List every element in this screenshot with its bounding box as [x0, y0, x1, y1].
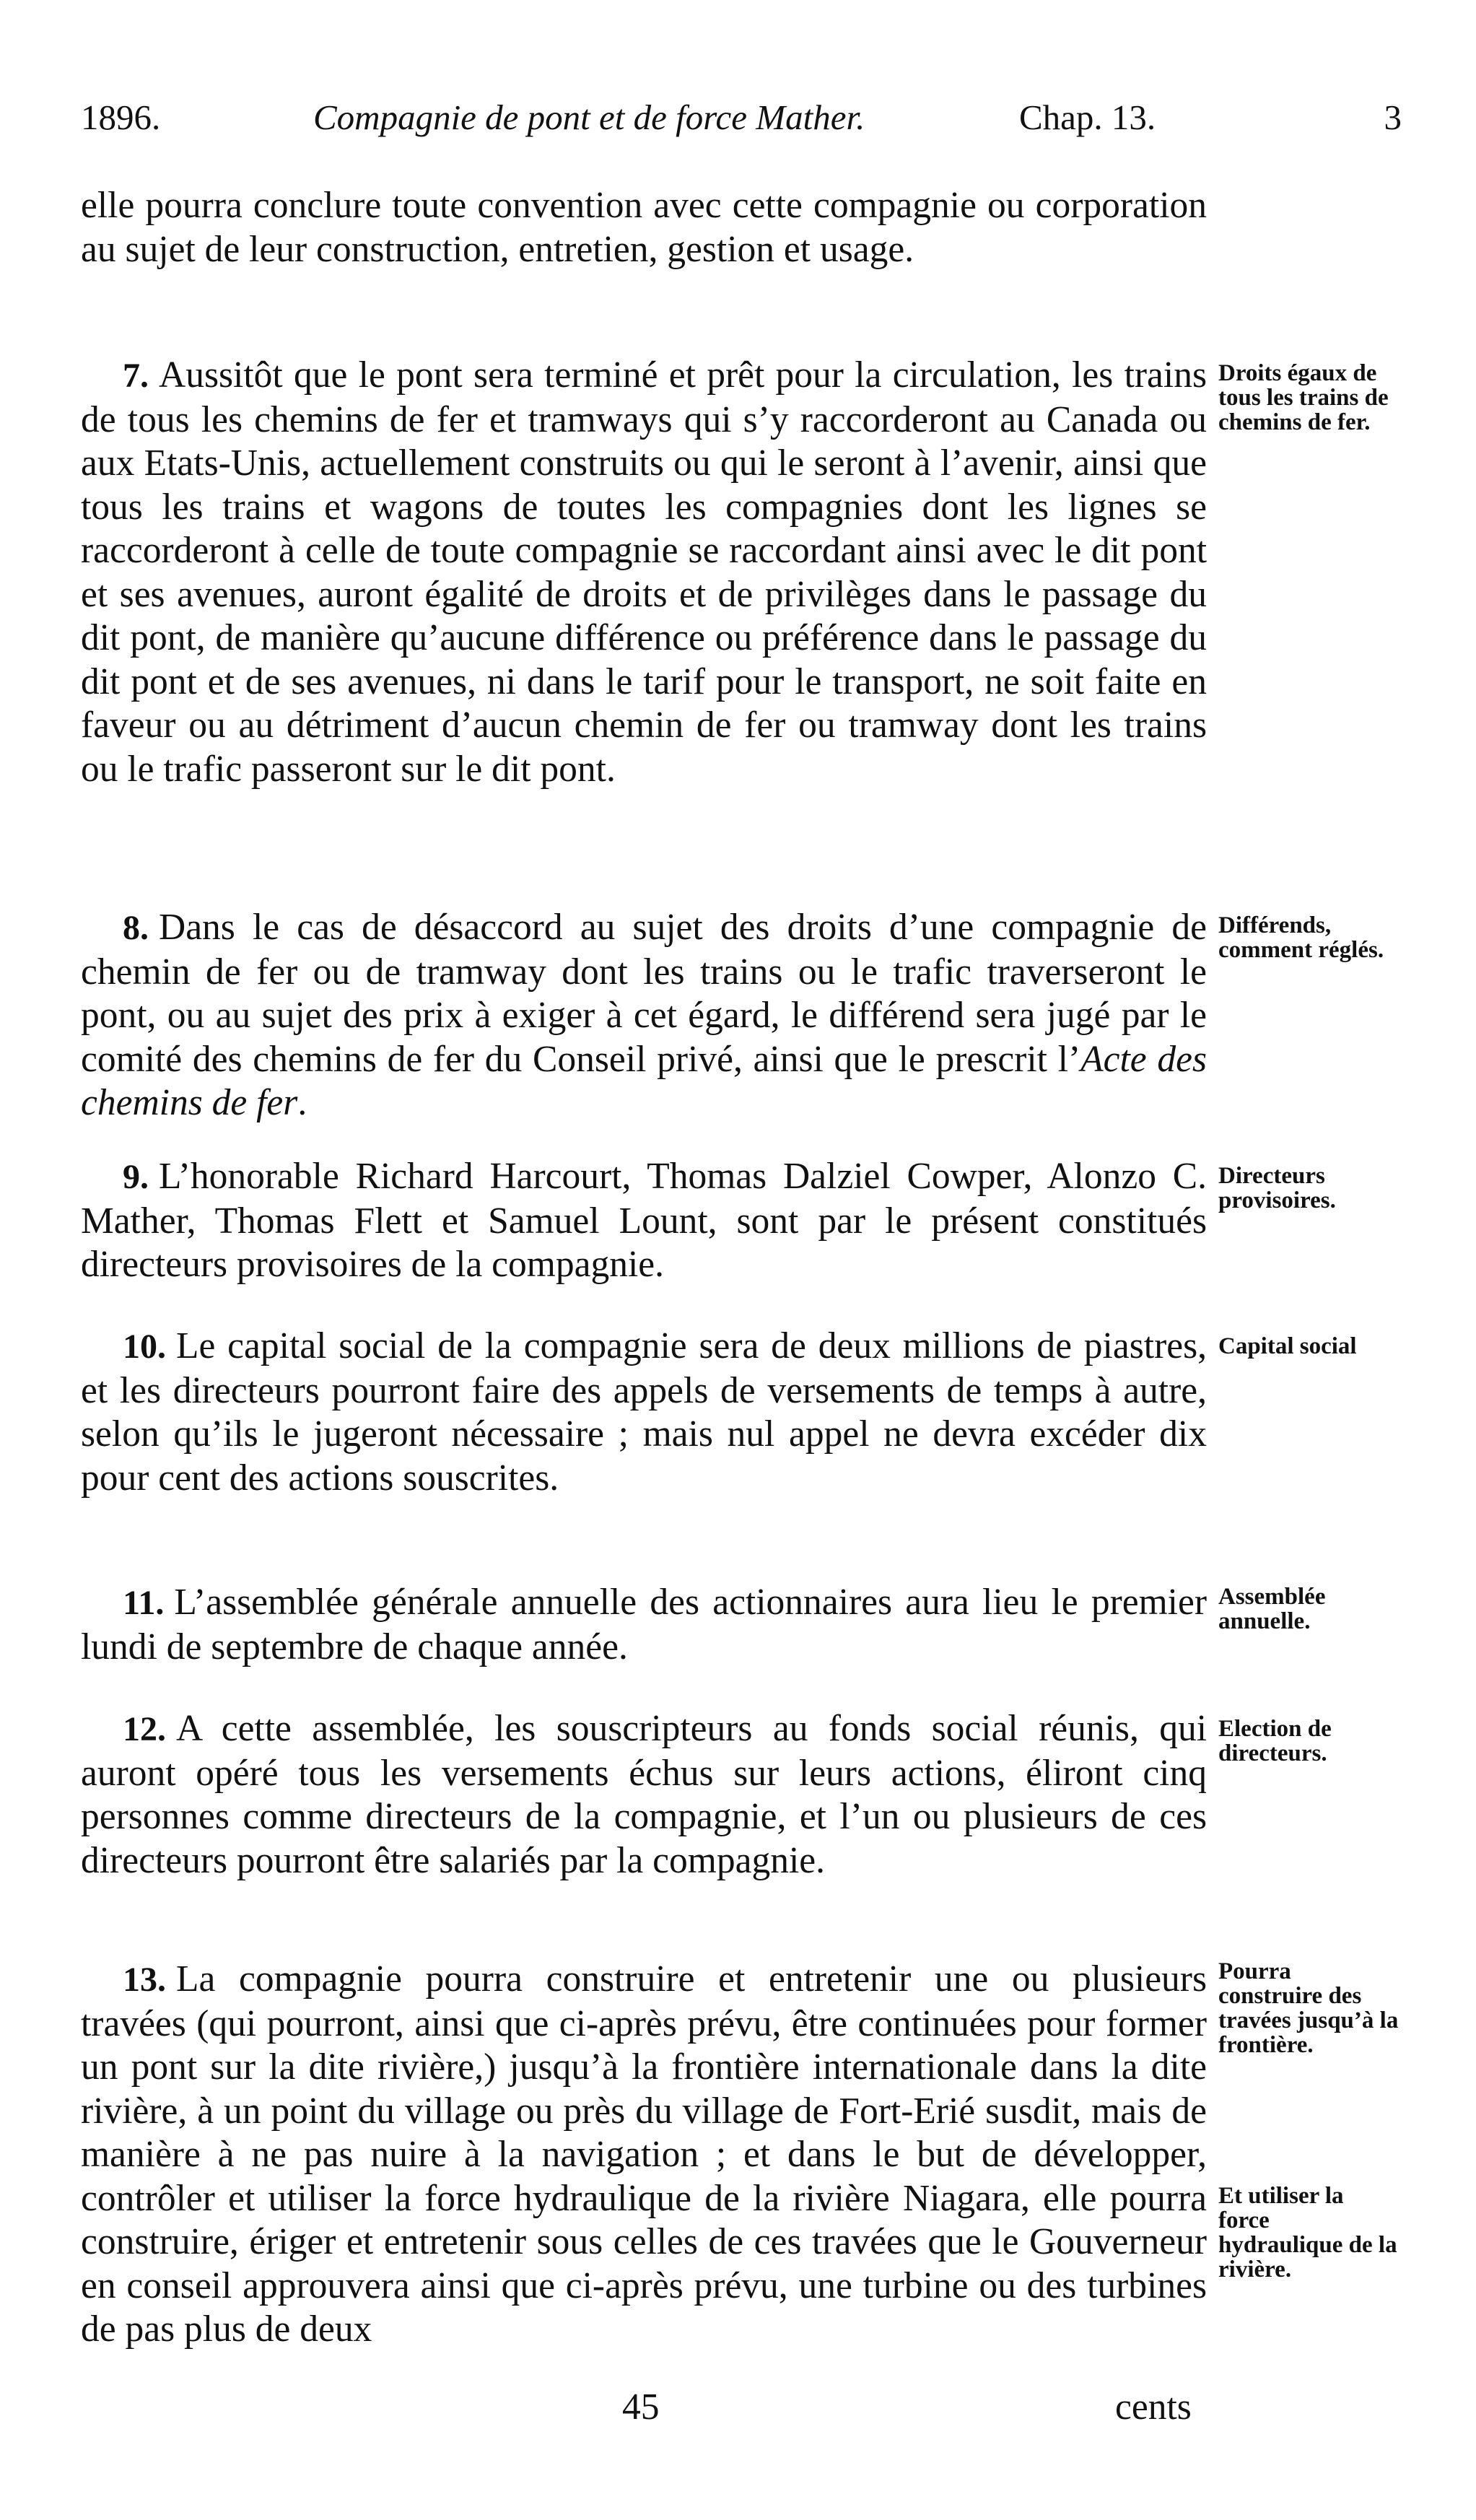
- section-8-paragraph: [81, 906, 1207, 1125]
- section-number: 7.: [123, 357, 149, 395]
- section-12-paragraph: [81, 1707, 1207, 1883]
- section-9: [81, 1155, 1207, 1287]
- margin-note-7: Droits égaux de tous les trains de chemins de fer.: [1218, 360, 1389, 435]
- intro-text: elle pourra conclure toute convention avec cette compagnie ou corporation au sujet de leur construction, entretien, gestion et usage.: [81, 185, 1207, 270]
- header-chapter: Chap. 13.: [1019, 97, 1156, 137]
- margin-note-11: Assemblée annuelle.: [1218, 1584, 1326, 1634]
- section-13-paragraph: [81, 1958, 1207, 2352]
- intro-paragraph: [81, 184, 1207, 271]
- section-10: [81, 1325, 1207, 1500]
- section-7: [81, 354, 1207, 791]
- margin-note-8: Différends, comment réglés.: [1218, 912, 1384, 963]
- section-8: [81, 906, 1207, 1125]
- margin-note-12: Election de directeurs.: [1218, 1716, 1332, 1766]
- section-text: Le capital social de la compagnie sera de deux millions de piastres, et les directeurs pourront faire des appels de versements de temps à autre, selon qu’ils le jugeront nécessaire ; mais nul appel ne devra excéder dix pour cent des actions souscrites.: [81, 1325, 1207, 1499]
- catchword: cents: [1115, 2386, 1192, 2428]
- header-page-number: 3: [1384, 97, 1402, 137]
- margin-note-10: Capital social: [1218, 1333, 1357, 1359]
- section-7-paragraph: [81, 354, 1207, 791]
- section-text-italic: Acte des chemins de fer: [81, 1038, 1207, 1123]
- section-13: [81, 1958, 1207, 2352]
- section-text: L’assemblée générale annuelle des actionnaires aura lieu le premier lundi de septembre de chaque année.: [81, 1582, 1207, 1667]
- header-year: 1896.: [81, 97, 161, 137]
- margin-note-13b: Et utiliser la force hydraulique de la rivière.: [1218, 2183, 1397, 2283]
- section-number: 8.: [123, 909, 149, 947]
- section-text: A cette assemblée, les souscripteurs au fonds social réunis, qui auront opéré tous les versements échus sur leurs actions, éliront cinq personnes comme directeurs de la compagnie, et l’un ou plusieurs de ces directeurs pourront être salariés par la compagnie.: [81, 1708, 1207, 1881]
- section-11: [81, 1581, 1207, 1669]
- section-text: Dans le cas de désaccord au sujet des droits d’une compagnie de chemin de fer ou de tramway dont les trains ou le trafic traverseront le pont, ou au sujet des prix à exiger à cet égard, le différend sera jugé par le comité des chemins de fer du Conseil privé, ainsi que le prescrit l’: [81, 907, 1207, 1080]
- section-10-paragraph: [81, 1325, 1207, 1500]
- section-number: 12.: [123, 1710, 166, 1748]
- margin-note-9: Directeurs provisoires.: [1218, 1163, 1336, 1213]
- section-9-paragraph: [81, 1155, 1207, 1287]
- section-11-paragraph: [81, 1581, 1207, 1669]
- margin-note-13a: Pourra construire des travées jusqu’à la frontière.: [1218, 1958, 1399, 2058]
- section-number: 10.: [123, 1327, 166, 1366]
- section-number: 11.: [123, 1584, 165, 1622]
- running-header: [81, 92, 1402, 143]
- section-text: L’honorable Richard Harcourt, Thomas Dalziel Cowper, Alonzo C. Mather, Thomas Flett et Samuel Lount, sont par le présent constitués directeurs provisoires de la compagnie.: [81, 1156, 1207, 1285]
- section-text: Aussitôt que le pont sera terminé et prêt pour la circulation, les trains de tous les chemins de fer et tramways qui s’y raccorderont au Canada ou aux Etats-Unis, actuellement construits ou qui le seront à l’avenir, ainsi que tous les trains et wagons de toutes les compagnies dont les lignes se raccorderont à celle de toute compagnie se raccordant ainsi avec le dit pont et ses avenues, auront égalité de droits et de privilèges dans le passage du dit pont, de manière qu’aucune différence ou préférence dans le passage du dit pont et de ses avenues, ni dans le tarif pour le transport, ne soit faite en faveur ou au détriment d’aucun chemin de fer ou tramway dont les trains ou le trafic passeront sur le dit pont.: [81, 354, 1207, 790]
- signature-mark: 45: [622, 2386, 660, 2428]
- section-number: 13.: [123, 1961, 166, 1999]
- section-number: 9.: [123, 1158, 149, 1196]
- section-12: [81, 1707, 1207, 1883]
- section-text-end: .: [297, 1082, 307, 1123]
- header-title: Compagnie de pont et de force Mather.: [313, 97, 865, 137]
- section-text: La compagnie pourra construire et entretenir une ou plusieurs travées (qui pourront, ainsi que ci-après prévu, être continuées pour former un pont sur la dite rivière,) jusqu’à la frontière internationale dans la dite rivière, à un point du village ou près du village de Fort-Erié susdit, mais de manière à ne pas nuire à la navigation ; et dans le but de développer, contrôler et utiliser la force hydraulique de la rivière Niagara, elle pourra construire, ériger et entretenir sous celles de ces travées que le Gouverneur en conseil approuvera ainsi que ci-après prévu, une turbine ou des turbines de pas plus de deux: [81, 1958, 1207, 2350]
